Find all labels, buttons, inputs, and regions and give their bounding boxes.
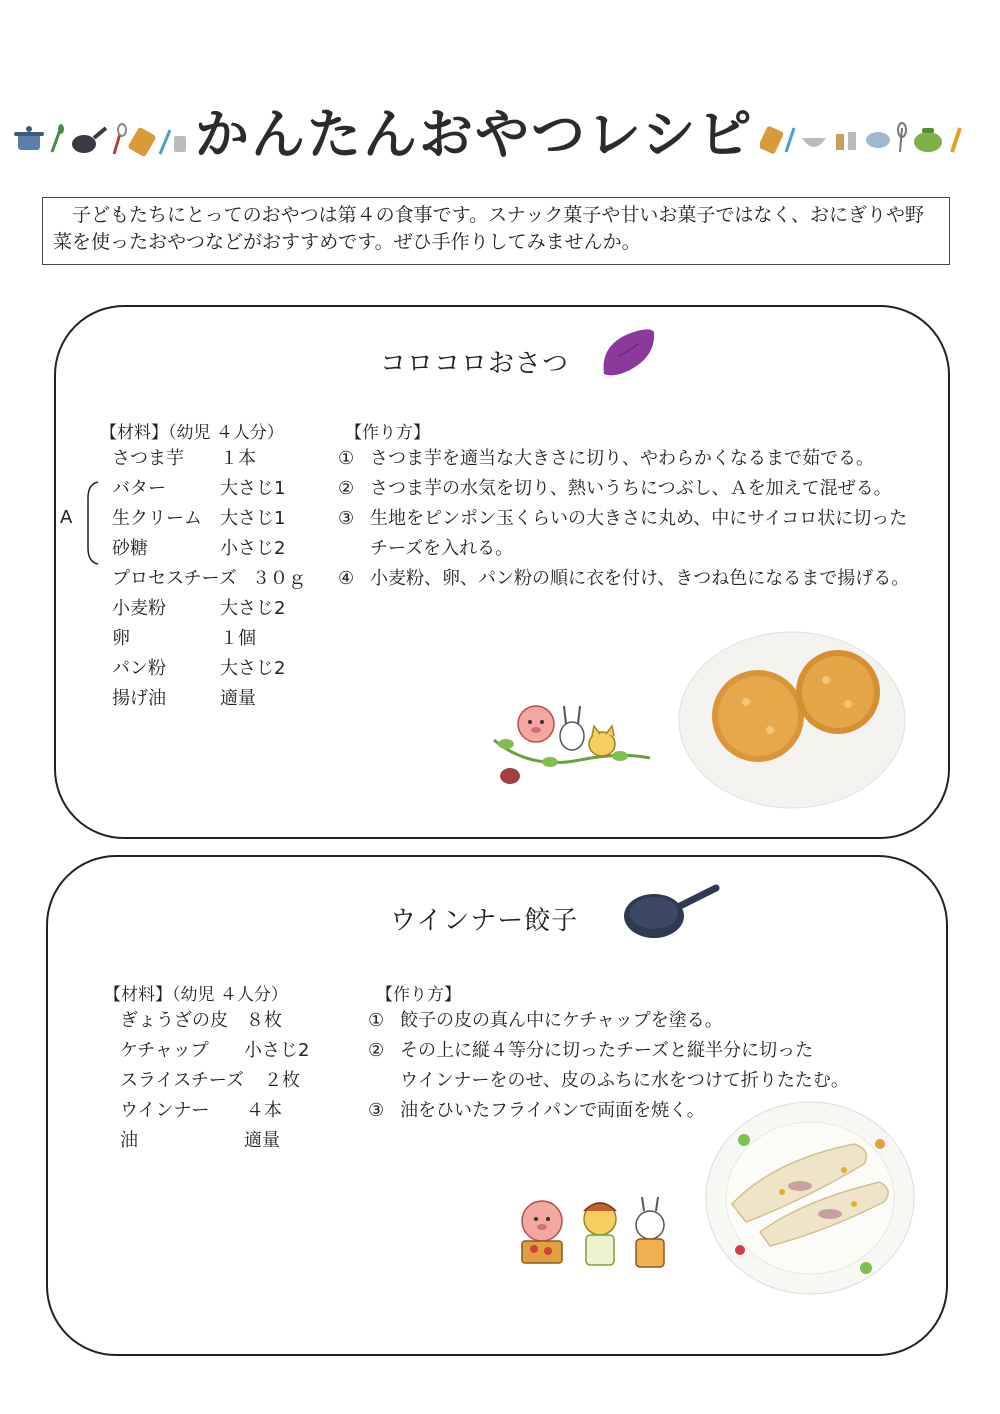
ingredient-row [112, 654, 322, 684]
step-item [338, 504, 908, 564]
cutting-board-icon [760, 125, 784, 154]
kettle-icon [914, 128, 942, 152]
sweet-potato-icon [598, 326, 658, 385]
pot-icon [14, 126, 44, 150]
ingredient-amount: 大さじ2 [220, 658, 286, 679]
ingredient-row [120, 1036, 340, 1066]
ingredient-row [112, 624, 322, 654]
ingredient-amount: ４本 [246, 1100, 282, 1121]
step-number: ① [368, 1010, 385, 1031]
wiener-gyoza-photo [704, 1100, 916, 1300]
cutting-board-icon [127, 127, 156, 158]
step-number: ② [368, 1040, 385, 1061]
frying-pan-icon [622, 882, 722, 946]
ingredient-row [112, 594, 322, 624]
ingredient-row [112, 474, 322, 504]
ingredient-name: プロセスチーズ [112, 568, 237, 589]
recipe-title: ウインナー餃子 [390, 906, 579, 936]
page-title: かんたんおやつレシピ [195, 103, 754, 166]
ingredient-row [112, 504, 322, 534]
step-text: チーズを入れる。 [370, 538, 514, 559]
step-text: 小麦粉、卵、パン粉の順に衣を付け、きつね色になるまで揚げる。 [370, 568, 910, 589]
step-number: ① [338, 448, 355, 469]
ingredients-heading: 【材料】（幼児 ４人分） [104, 985, 288, 1005]
ingredient-name: バター [112, 478, 166, 499]
ingredient-name: ぎょうざの皮 [120, 1010, 228, 1031]
recipe-title: コロコロおさつ [380, 349, 570, 379]
ingredient-name: ウインナー [120, 1100, 210, 1121]
ingredient-row [112, 684, 322, 714]
ingredient-row [120, 1126, 340, 1156]
step-text: 油をひいたフライパンで両面を焼く。 [400, 1100, 705, 1121]
ingredient-amount: １本 [220, 448, 256, 469]
cup-icon [836, 132, 856, 150]
spoon-icon [52, 124, 64, 152]
bowl-icon [802, 138, 826, 147]
ingredient-amount: 大さじ2 [220, 598, 286, 619]
step-item [368, 1036, 888, 1096]
step-text: ウインナーをのせ、皮のふちに水をつけて折りたたむ。 [400, 1070, 849, 1091]
step-item [368, 1006, 888, 1036]
ingredient-name: スライスチーズ [120, 1070, 245, 1091]
step-number: ② [338, 478, 355, 499]
ingredient-row [112, 444, 322, 474]
whisk-icon [114, 124, 126, 154]
whisk-icon [898, 123, 906, 152]
step-list [338, 444, 908, 594]
step-text: 生地をピンポン玉くらいの大きさに丸め、中にサイコロ状に切った [370, 508, 908, 529]
ingredient-name: 小麦粉 [112, 598, 166, 619]
step-text: その上に縦４等分に切ったチーズと縦半分に切った [400, 1040, 814, 1061]
knife-icon [160, 130, 170, 154]
header-right-icons [760, 118, 970, 158]
ingredient-name: 砂糖 [112, 538, 148, 559]
ingredient-amount: ８枚 [246, 1010, 282, 1031]
ingredient-name: さつま芋 [112, 448, 184, 469]
knife-icon [786, 128, 794, 152]
ingredient-amount: 大さじ1 [220, 478, 286, 499]
step-text: 餃子の皮の真ん中にケチャップを塗る。 [400, 1010, 723, 1031]
step-text: さつま芋を適当な大きさに切り、やわらかくなるまで茹でる。 [370, 448, 874, 469]
ingredient-amount: 小さじ2 [220, 538, 286, 559]
ingredient-name: ケチャップ [120, 1040, 209, 1061]
ingredient-row [112, 534, 322, 564]
ingredient-list [120, 1006, 340, 1156]
intro-box [42, 197, 950, 265]
korokoro-osatsu-photo [676, 630, 908, 814]
ingredient-row [120, 1066, 340, 1096]
ingredient-amount: ２枚 [264, 1070, 300, 1091]
ingredient-row [120, 1006, 340, 1036]
step-item [338, 444, 908, 474]
cup-icon [174, 136, 186, 152]
ingredients-heading: 【材料】（幼児 ４人分） [100, 423, 284, 443]
method-heading: 【作り方】 [345, 423, 430, 443]
step-text: さつま芋の水気を切り、熱いうちにつぶし、Ａを加えて混ぜる。 [370, 478, 892, 499]
ingredient-row [112, 564, 322, 594]
ingredient-row [120, 1096, 340, 1126]
ingredient-name: 卵 [112, 628, 130, 649]
ingredient-amount: 適量 [220, 688, 256, 709]
step-item [338, 474, 908, 504]
ingredient-name: 生クリーム [112, 508, 202, 529]
step-number: ④ [338, 568, 355, 589]
frying-pan-icon [72, 128, 106, 153]
step-number: ③ [368, 1100, 385, 1121]
header-left-icons [14, 120, 189, 160]
ingredient-list [112, 444, 322, 714]
characters-illustration [510, 1195, 680, 1289]
spoon-icon [952, 128, 960, 152]
ingredient-amount: １個 [220, 628, 256, 649]
intro-text: 子どもたちにとってのおやつは第４の食事です。スナック菓子や甘いお菓子ではなく、おにぎりや野菜を使ったおやつなどがおすすめです。ぜひ手作りしてみませんか。 [53, 204, 924, 253]
group-label-a: A [60, 507, 73, 528]
characters-illustration [490, 700, 655, 794]
ingredient-amount: ３０ｇ [252, 568, 306, 589]
ingredient-name: 揚げ油 [112, 688, 166, 709]
ingredient-amount: 大さじ1 [220, 508, 286, 529]
group-bracket [84, 480, 100, 570]
step-number: ③ [338, 508, 355, 529]
bowl-icon [866, 132, 890, 148]
method-heading: 【作り方】 [376, 985, 461, 1005]
ingredient-amount: 適量 [244, 1130, 280, 1151]
ingredient-name: 油 [120, 1130, 138, 1151]
step-item [338, 564, 908, 594]
ingredient-name: パン粉 [112, 658, 166, 679]
ingredient-amount: 小さじ2 [244, 1040, 310, 1061]
